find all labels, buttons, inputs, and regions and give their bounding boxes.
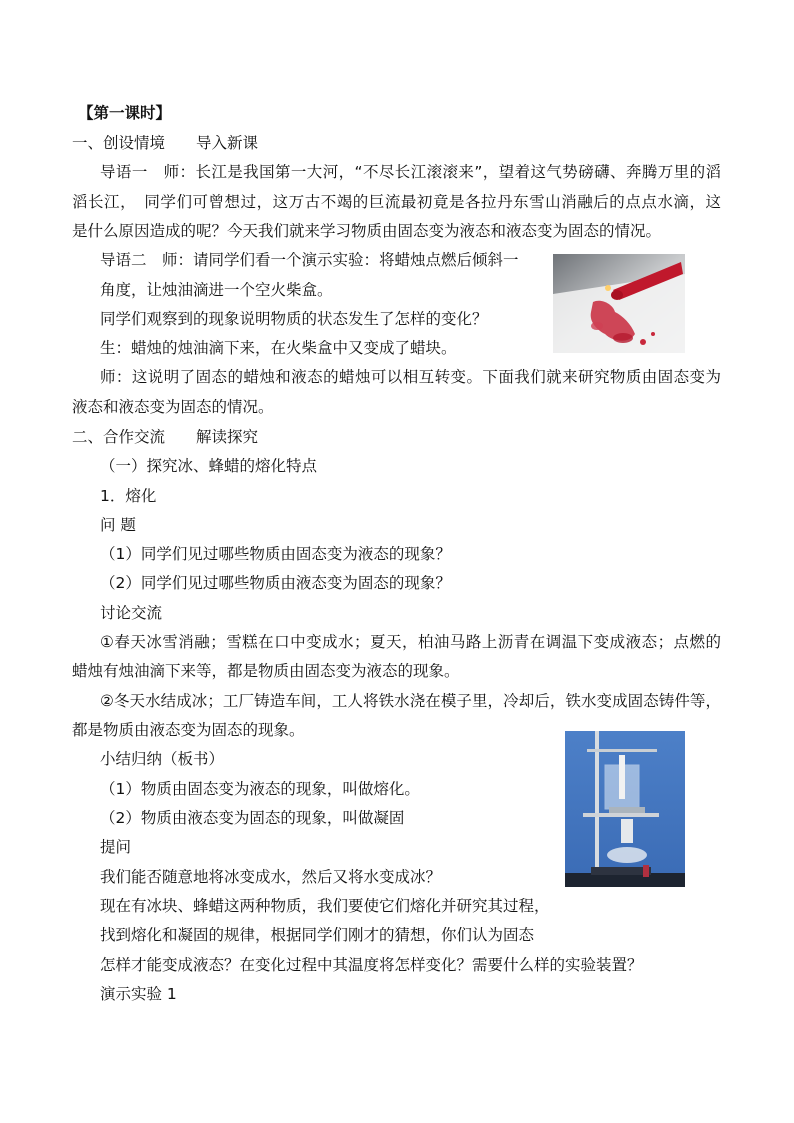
section1-heading: 一、创设情境 导入新课 [72,134,259,152]
intro1-line3: 是什么原因造成的呢？今天我们就来学习物质由固态变为液态和液态变为固态的情况。 [72,222,662,240]
lab-apparatus-photo [565,731,685,887]
ask-line-2: 现在有冰块、蜂蜡这两种物质，我们要使它们熔化并研究其过程， [100,897,550,915]
beaker-stand-illustration [565,731,685,887]
ask-line-3: 找到熔化和凝固的规律，根据同学们刚才的猜想，你们认为固态 [100,926,535,944]
summary-2: （2）物质由液态变为固态的现象，叫做凝固 [100,809,405,827]
summary-1: （1）物质由固态变为液态的现象，叫做熔化。 [100,780,420,798]
discuss-1-line1: ①春天冰雪消融；雪糕在口中变成水；夏天，柏油马路上沥青在调温下变成液态；点燃的 [100,633,721,651]
intro2-line2: 角度，让烛油滴进一个空火柴盒。 [100,281,333,299]
discuss-2-line1: ②冬天水结成冰；工厂铸造车间，工人将铁水浇在模子里，冷却后，铁水变成固态铸件等， [100,692,721,710]
question-1: （1）同学们见过哪些物质由固态变为液态的现象？ [100,545,451,563]
question-2: （2）同学们见过哪些物质由液态变为固态的现象？ [100,574,451,592]
demo-label: 演示实验 1 [100,985,177,1003]
intro1-line1: 导语一 师：长江是我国第一大河，“不尽长江滚滚来”，望着这气势磅礴、奔腾万里的滔 [100,163,721,181]
item-melting: 1．熔化 [100,487,157,505]
intro2-line6: 液态和液态变为固态的情况。 [72,398,274,416]
section2-heading: 二、合作交流 解读探究 [72,428,259,446]
intro2-line4: 生：蜡烛的烛油滴下来，在火柴盒中又变成了蜡块。 [100,339,457,357]
lesson-title: 【第一课时】 [78,104,172,122]
discuss-1-line2: 蜡烛有烛油滴下来等，都是物质由固态变为液态的现象。 [72,662,460,680]
summary-label: 小结归纳（板书） [100,750,225,768]
intro2-line3: 同学们观察到的现象说明物质的状态发生了怎样的变化？ [100,310,488,328]
candle-wax-illustration [553,254,685,353]
intro1-line2: 滔长江， 同学们可曾想过，这万古不竭的巨流最初竟是各拉丹东雪山消融后的点点水滴，这 [72,193,721,211]
intro2-line5: 师：这说明了固态的蜡烛和液态的蜡烛可以相互转变。下面我们就来研究物质由固态变为 [100,368,721,386]
question-label: 问 题 [100,516,136,534]
ask-line-4: 怎样才能变成液态？在变化过程中其温度将怎样变化？需要什么样的实验装置？ [100,956,643,974]
discuss-2-line2: 都是物质由液态变为固态的现象。 [72,721,305,739]
discuss-label: 讨论交流 [100,604,163,622]
ask-line-1: 我们能否随意地将冰变成水，然后又将水变成冰？ [100,868,442,886]
sub-heading-1: （一）探究冰、蜂蜡的熔化特点 [100,457,318,475]
ask-label: 提问 [100,838,132,856]
candle-wax-photo [553,254,685,353]
intro2-line1: 导语二 师：请同学们看一个演示实验：将蜡烛点燃后倾斜一 [100,251,519,269]
